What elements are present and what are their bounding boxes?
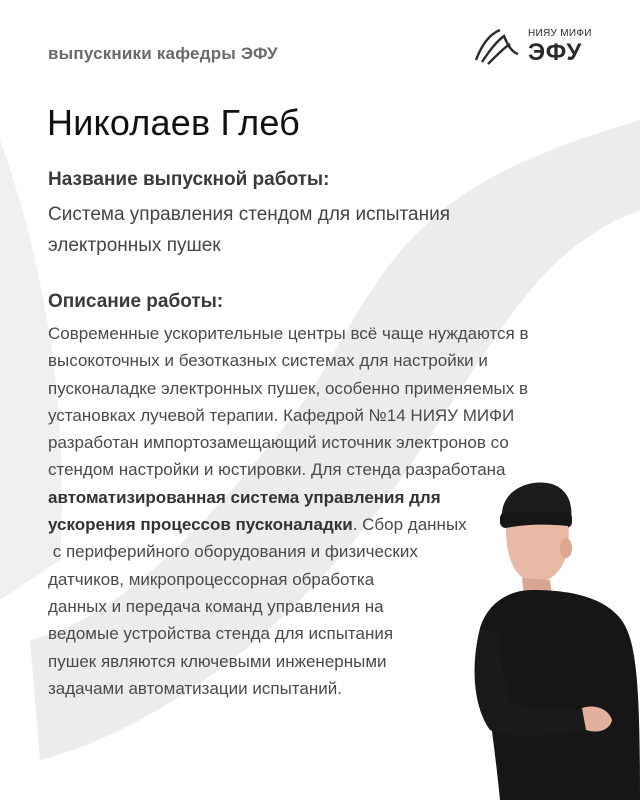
thesis-title-heading: Название выпускной работы: bbox=[48, 169, 330, 190]
description-heading: Описание работы: bbox=[48, 291, 224, 312]
description-bold-text: ускорения процессов пусконаладки bbox=[48, 515, 353, 535]
thesis-title-line: электронных пушек bbox=[48, 235, 221, 256]
description-line: разработан импортозамещающий источник электронов со bbox=[48, 433, 509, 453]
logo-org-text: НИЯУ МИФИ bbox=[528, 28, 592, 39]
description-line: датчиков, микропроцессорная обработка bbox=[48, 569, 375, 589]
thesis-title-line: Система управления стендом для испытания bbox=[48, 204, 450, 225]
description-line: пушек являются ключевыми инженерными bbox=[48, 651, 387, 671]
ear-shape bbox=[560, 538, 572, 558]
description-line: установках лучевой терапии. Кафедрой №14 НИЯУ МИФИ bbox=[48, 405, 515, 425]
description-line: высокоточных и безотказных системах для настройки и bbox=[48, 351, 488, 371]
logo-dept-text: ЭФУ bbox=[528, 39, 583, 66]
thesis-title bbox=[48, 199, 528, 261]
description-line: пусконаладке электронных пушек, особенно применяемых в bbox=[48, 378, 529, 398]
face-shape bbox=[506, 525, 569, 582]
graduate-name: Николаев Глеб bbox=[47, 102, 300, 143]
logo bbox=[470, 22, 620, 70]
header-caption: выпускники кафедры ЭФУ bbox=[48, 44, 278, 63]
description-line: задачами автоматизации испытаний. bbox=[48, 678, 342, 698]
description-line: с периферийного оборудования и физических bbox=[48, 542, 418, 562]
description-line: данных и передача команд управления на bbox=[48, 596, 384, 616]
mephi-logo-icon bbox=[470, 24, 522, 68]
description-line: ведомые устройства стенда для испытания bbox=[48, 624, 394, 644]
graduate-photo bbox=[470, 478, 640, 800]
description-line: Современные ускорительные центры всё чаще нуждаются в bbox=[48, 324, 529, 343]
description-bold-text: автоматизированная система управления для bbox=[48, 487, 441, 507]
description-after-bold: . Сбор данных bbox=[352, 515, 467, 535]
description-line: стендом настройки и юстировки. Для стенда разработана bbox=[48, 460, 506, 480]
